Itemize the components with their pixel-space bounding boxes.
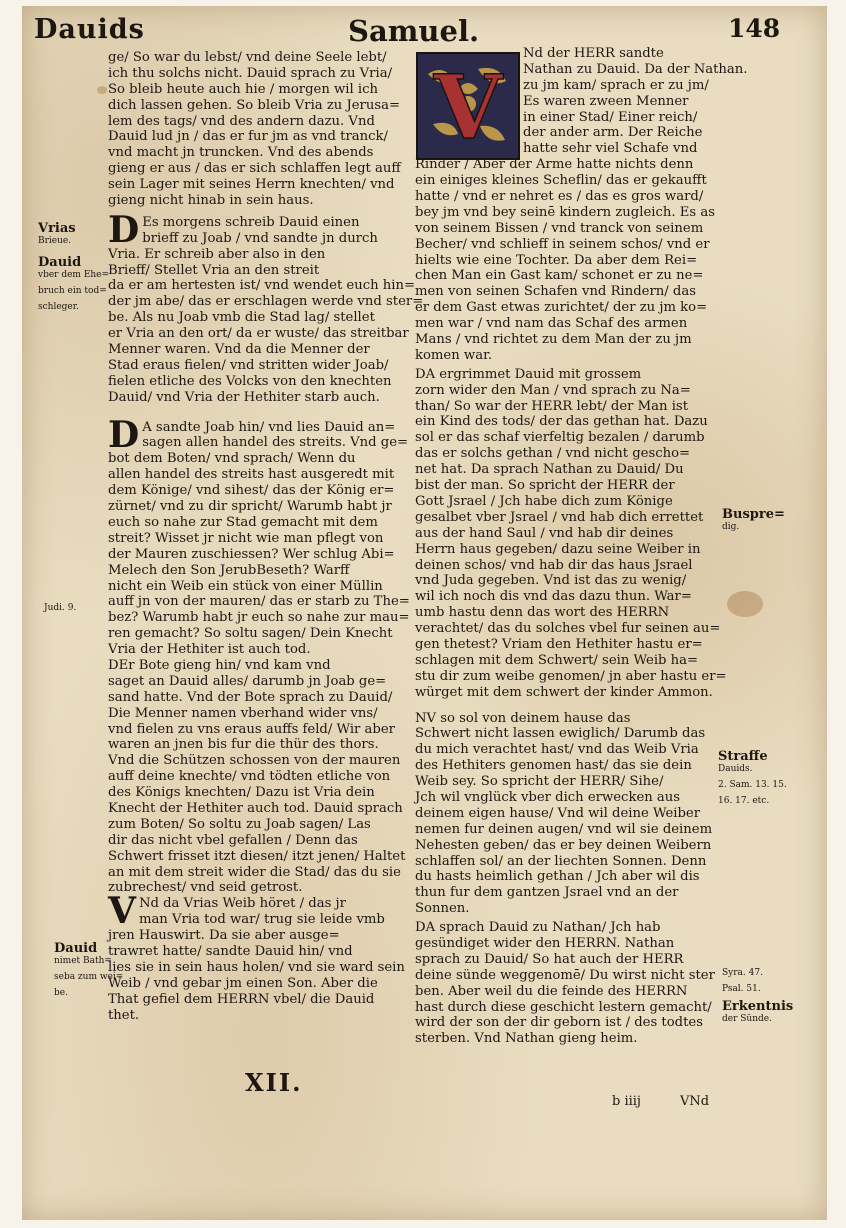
running-head-left: Dauids [34, 14, 145, 45]
text-line: ren gemacht? So soltu sagen/ Dein Knecht [108, 626, 393, 642]
text-line: zorn wider den Man / vnd sprach zu Na= [415, 382, 691, 398]
text-line: wird der son der dir geborn ist / des todtes [415, 1015, 703, 1031]
text-line: So bleib heute auch hie / morgen wil ich [108, 81, 379, 97]
text-line: allen handel des streits hast ausgeredt mit [108, 467, 395, 483]
text-line: bruch ein tod= [38, 285, 107, 296]
text-line: umb hastu denn das wort des HERRN [415, 605, 670, 621]
text-line: hatte / vnd er nehret es / das es gros ward/ [415, 189, 704, 205]
text-line: Brieff/ Stellet Vria an den streit [108, 262, 320, 278]
text-line: Jch wil vnglück vber dich erwecken aus [415, 789, 681, 805]
text-line: Dauid/ vnd Vria der Hethiter starb auch. [108, 389, 380, 405]
margin-note-dauid-1: Dauid vber dem Ehe= bruch ein tod= schleger. [38, 256, 109, 318]
text-line: That gefiel dem HERRN vbel/ die Dauid [108, 991, 375, 1007]
text-line: 16. 17. etc. [718, 795, 770, 806]
signature-mark: b iiij [612, 1094, 641, 1109]
catchword: VNd [680, 1094, 710, 1109]
text-line: streit? Wisset jr nicht wie man pflegt von [108, 530, 384, 546]
text-line: lies sie in sein haus holen/ vnd sie ward sein [108, 959, 405, 975]
text-line: Melech den Son JerubBeseth? Warff [108, 562, 350, 578]
text-line: NV so sol von deinem hause das [415, 710, 631, 726]
text-line: Schwert nicht lassen ewiglich/ Darumb das [415, 726, 706, 742]
text-line: sagen allen handel des streits. Vnd ge= [142, 435, 409, 451]
text-line: bist der man. So spricht der HERR der [415, 478, 675, 494]
text-line: an mit dem streit wider die Stad/ das du sie [108, 864, 401, 880]
margin-note-straffe: Straffe Dauids. 2. Sam. 13. 15. 16. 17. etc. [718, 750, 787, 812]
text-line: der Sünde. [722, 1013, 772, 1024]
text-line: gesündiget wider den HERRN. Nathan [415, 935, 675, 951]
left-block-1 [108, 50, 408, 209]
text-line: bot dem Boten/ vnd sprach/ Wenn du [108, 451, 356, 467]
text-line: Knecht der Hethiter auch tod. Dauid sprach [108, 800, 403, 816]
stain [97, 86, 107, 94]
text-line: vnd Juda gegeben. Vnd ist das zu wenig/ [415, 573, 687, 589]
text-line: Dauid lud jn / das er fur jm as vnd tranck/ [108, 129, 388, 145]
text-line: der Mauren zuschiessen? Wer schlug Abi= [108, 546, 395, 562]
right-block-4 [415, 711, 718, 918]
text-line: saget an Dauid alles/ darumb jn Joab ge= [108, 673, 387, 689]
svg-text:V: V [433, 55, 503, 159]
text-line: vnd fielen zu vns eraus auffs feld/ Wir aber [108, 721, 395, 737]
text-line: in einer Stad/ Einer reich/ [523, 109, 698, 125]
text-line: Schwert frisset itzt diesen/ itzt jenen/ Haltet [108, 848, 406, 864]
text-line: dir das nicht vbel gefallen / Denn das [108, 832, 358, 848]
text-line: zu jm kam/ sprach er zu jm/ [523, 77, 709, 93]
text-line: des Königs knechten/ Dazu ist Vria dein [108, 785, 375, 801]
text-line: hatte sehr viel Schafe vnd [523, 141, 698, 157]
text-line: 2. Sam. 13. 15. [718, 779, 787, 790]
text-line: auff deine knechte/ vnd tödten etliche von [108, 769, 391, 785]
text-line: ein Kind des tods/ der das gethan hat. Dazu [415, 414, 708, 430]
text-line: Nd da Vrias Weib höret / das jr [138, 896, 346, 912]
text-line: dig. [722, 522, 740, 532]
text-line: Mans / vnd richtet zu dem Man der zu jm [415, 332, 692, 348]
text-line: deine sünde weggenomē/ Du wirst nicht ster [415, 967, 715, 983]
text-line: Herrn haus gegeben/ dazu seine Weiber in [415, 541, 701, 557]
left-column [108, 50, 424, 1023]
text-line: be. [54, 987, 68, 998]
text-line: hast durch diese geschicht lestern gemacht/ [415, 999, 712, 1015]
left-block-3 [108, 413, 410, 897]
right-block-5 [415, 920, 718, 1047]
margin-note-dauid-2: Dauid nimet Bath= seba zum wei= be. [54, 942, 123, 1004]
text-line: Nathan zu Dauid. Da der Nathan. [523, 61, 748, 77]
text-line: Es morgens schreib Dauid einen [142, 214, 360, 230]
text-line: deinem eigen hause/ Vnd wil deine Weiber [415, 805, 701, 821]
text-line: men war / vnd nam das Schaf des armen [415, 316, 688, 332]
text-line: Stad eraus fielen/ vnd stritten wider Joab/ [108, 357, 389, 373]
text-line: das er solchs gethan / vnd nicht gescho= [415, 446, 691, 462]
left-block-4 [108, 890, 408, 1023]
text-line: gieng er aus / das er sich schlaffen legt auff [108, 161, 401, 177]
text-line: schlagen mit dem Schwert/ sein Weib ha= [415, 652, 699, 668]
text-line: würget mit dem schwert der kinder Ammon. [415, 684, 713, 700]
text-line: Weib sey. So spricht der HERR/ Sihe/ [415, 774, 664, 790]
text-line: gen thetest? Vriam den Hethiter hastu er= [415, 636, 703, 652]
text-line: zubrechest/ vnd seid getrost. [108, 880, 303, 896]
text-line: ein einiges kleines Scheflin/ das er gekaufft [415, 173, 707, 189]
text-line: chen Man ein Gast kam/ schonet er zu ne= [415, 268, 704, 284]
text-line: man Vria tod war/ trug sie leide vmb [138, 912, 385, 928]
text-line: nimet Bath= [54, 956, 112, 966]
text-line: vnd macht jn truncken. Vnd des abends [108, 145, 374, 161]
text-line: sol er das schaf vierfeltig bezalen / darumb [415, 430, 705, 446]
text-line: du hasts heimlich gethan / Jch aber wil dis [415, 869, 700, 885]
text-line: der jm abe/ das er erschlagen werde vnd ster= [108, 294, 424, 310]
margin-note-judi [44, 603, 76, 619]
text-line: waren an jnen bis fur die thür des thors. [108, 737, 379, 753]
right-block-3 [415, 366, 727, 701]
text-line: Sonnen. [415, 901, 470, 917]
drop-initial: D [108, 208, 140, 251]
text-line: sterben. Vnd Nathan gieng heim. [415, 1031, 638, 1047]
text-line: ich thu solchs nicht. Dauid sprach zu Vria/ [108, 65, 393, 81]
text-line: euch so nahe zur Stad gemacht mit dem [108, 514, 378, 530]
text-line: dich lassen gehen. So bleib Vria zu Jerusa= [108, 97, 401, 113]
text-line: fielen etliche des Volcks von den knechten [108, 373, 392, 389]
text-line: sein Lager mit seines Herrn knechten/ vnd [108, 177, 395, 193]
text-line: verachtet/ das du solches vbel fur seinen au= [415, 621, 721, 637]
text-line: du mich verachtet hast/ vnd das Weib Vria [415, 742, 699, 758]
text-line: des Hethiters genomen hast/ das sie dein [415, 758, 692, 774]
running-head-center: Samuel. [348, 14, 480, 48]
text-line: Nd der HERR sandte [523, 46, 664, 61]
text-line: thun fur dem gantzen Jsrael vnd an der [415, 885, 679, 901]
text-line: brieff zu Joab / vnd sandte jn durch [142, 230, 378, 246]
right-block-1 [415, 46, 748, 157]
text-line: Psal. 51. [722, 983, 761, 994]
text-line: lem des tags/ vnd des andern dazu. Vnd [108, 113, 375, 129]
text-line: bey jm vnd bey seinē kindern zugleich. Es as [415, 204, 715, 220]
text-line: von seinem Bissen / vnd tranck von seinem [415, 220, 704, 236]
margin-note-buspre: Buspre= dig. [722, 508, 785, 538]
text-line: Dauids. [718, 764, 753, 774]
text-line: be. Als nu Joab vmb die Stad lag/ stellet [108, 310, 375, 326]
text-line: er dem Gast etwas zurichtet/ der zu jm ko= [415, 300, 708, 316]
margin-note-vrias: Vrias Brieue. [38, 222, 76, 252]
drop-initial: V [108, 890, 136, 933]
text-line: sprach zu Dauid/ So hat auch der HERR [415, 951, 684, 967]
text-line: Vnd die Schützen schossen von der mauren [108, 753, 401, 769]
text-line: sand hatte. Vnd der Bote sprach zu Dauid/ [108, 689, 393, 705]
text-line: deinen schos/ vnd hab dir das haus Jsrael [415, 557, 693, 573]
text-line: gieng nicht hinab in sein haus. [108, 193, 314, 209]
text-line: wil ich noch dis vnd das dazu thun. War= [415, 589, 692, 605]
text-line: ben. Aber weil du die feinde des HERRN [415, 983, 688, 999]
text-line: ge/ So war du lebst/ vnd deine Seele lebt/ [108, 50, 387, 65]
text-line: er Vria an den ort/ da er wuste/ das streitbar [108, 326, 409, 342]
text-line: Vria. Er schreib aber also in den [108, 246, 326, 262]
text-line: Vria der Hethiter ist auch tod. [108, 642, 311, 658]
text-line: nicht ein Weib ein stück von einer Müllin [108, 578, 383, 594]
text-line: zum Boten/ So soltu zu Joab sagen/ Las [108, 816, 371, 832]
text-line: thet. [108, 1007, 140, 1023]
right-block-2 [415, 157, 718, 364]
stain [727, 591, 763, 617]
text-line: zürnet/ vnd zu dir spricht/ Warumb habt jr [108, 499, 392, 515]
text-line: dem Könige/ vnd sihest/ das der König er= [108, 483, 395, 499]
drop-initial: D [108, 413, 140, 456]
page-number: 148 [728, 14, 781, 43]
text-line: DA ergrimmet Dauid mit grossem [415, 366, 642, 382]
text-line: auff jn von der mauren/ das er starb zu The= [108, 594, 410, 610]
text-line: schleger. [38, 301, 79, 312]
text-line: Gott Jsrael / Jch habe dich zum Könige [415, 493, 673, 509]
text-line: Nehesten geben/ das er bey deinen Weibern [415, 837, 712, 853]
text-line: hielts wie eine Tochter. Da aber dem Rei= [415, 252, 698, 268]
text-line: aus der hand Saul / vnd hab dir deines [415, 525, 674, 541]
text-line: Syra. 47. [722, 968, 763, 978]
text-line: bez? Warumb habt jr euch so nahe zur mau= [108, 610, 410, 626]
text-line: Rinder / Aber der Arme hatte nichts denn [415, 157, 694, 173]
text-line: Weib / vnd gebar jm einen Son. Aber die [108, 975, 378, 991]
text-line: A sandte Joab hin/ vnd lies Dauid an= [142, 419, 396, 435]
text-line: stu dir zum weibe genomen/ jn aber hastu er= [415, 668, 727, 684]
margin-note-erkentnis: Syra. 47. Psal. 51. Erkentnis der Sünde. [722, 968, 793, 1030]
text-line: seba zum wei= [54, 971, 124, 982]
text-line: Menner waren. Vnd da die Menner der [108, 342, 370, 358]
text-line: net hat. Da sprach Nathan zu Dauid/ Du [415, 462, 684, 478]
text-line: than/ So war der HERR lebt/ der Man ist [415, 398, 688, 414]
text-line: schlaffen sol/ an der liechten Sonnen. Denn [415, 853, 707, 869]
text-line: DA sprach Dauid zu Nathan/ Jch hab [415, 920, 661, 936]
text-line: komen war. [415, 347, 493, 363]
text-line: Becher/ vnd schlieff in seinem schos/ vnd er [415, 236, 710, 252]
text-line: Brieue. [38, 236, 72, 246]
text-line: da er am hertesten ist/ vnd wendet euch hin= [108, 278, 416, 294]
text-line: Judi. 9. [44, 603, 77, 613]
text-line: Es waren zween Menner [523, 93, 689, 109]
text-line: jren Hauswirt. Da sie aber ausge= [108, 928, 340, 944]
chapter-number: XII. [245, 1068, 303, 1097]
text-line: men von seinen Schafen vnd Rindern/ das [415, 284, 696, 300]
text-line: DEr Bote gieng hin/ vnd kam vnd [108, 657, 331, 673]
text-line: nemen fur deinen augen/ vnd wil sie deinem [415, 821, 713, 837]
text-line: trawret hatte/ sandte Dauid hin/ vnd [108, 943, 353, 959]
left-block-2 [108, 208, 424, 406]
text-line: der ander arm. Der Reiche [523, 125, 703, 141]
text-line: vber dem Ehe= [38, 270, 110, 280]
text-line: Die Menner namen vberhand wider vns/ [108, 705, 378, 721]
text-line: gesalbet vber Jsrael / vnd hab dich errettet [415, 509, 704, 525]
